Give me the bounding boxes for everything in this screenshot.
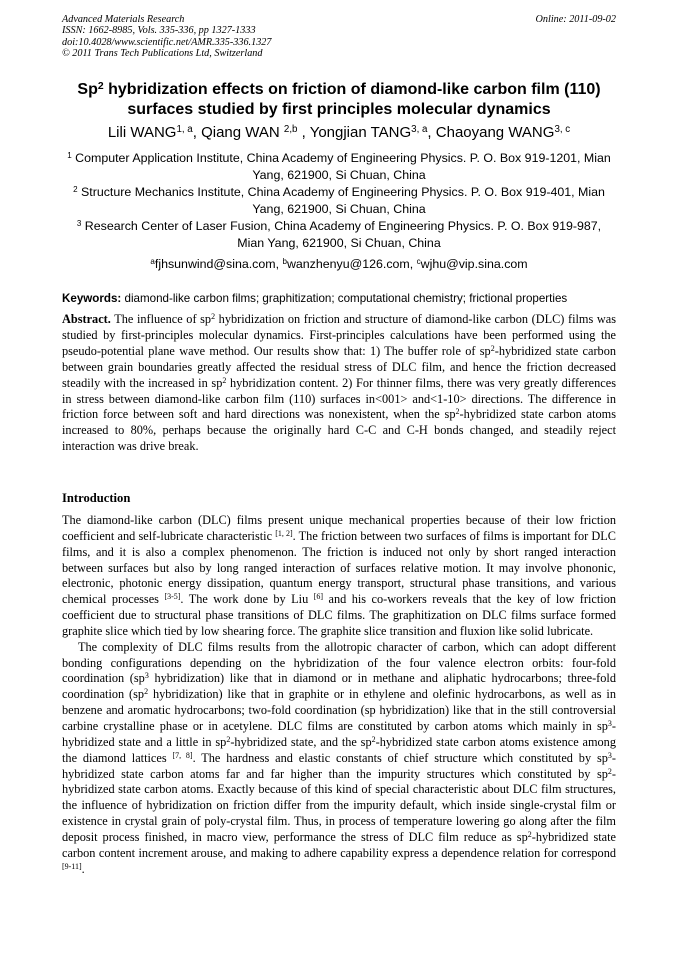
paragraph: The complexity of DLC films results from the allotropic character of carbon, which can adopt different bonding configurations depending on the hybridization of the four valence electron orbits: four-fold coordination ($sp^3$ hybridization) like that in diamond or in methane and aliphatic hydrocarbons; three-fold coordination ($sp^2$ hybridization) like that in graphite or in ethylene and olefinic hydrocarbons, as well as in benzene and aromatic hydrocarbons; two-fold coordination (sp hybridization) like that in the still controversial carbine crystalline phase or in acetylene. DLC films are constituted by carbon atoms which mainly in $sp^3$-hybridized state and a little in $sp^2$-hybridized state, and the $sp^2$-hybridized state carbon atoms existence among the diamond lattices [7, 8]. The hardness and elastic constants of chief structure which constituted by $sp^3$-hybridized state carbon atoms far and far higher than the impurity structures which constituted by $sp^2$-hybridized state carbon atoms. Exactly because of this kind of special characteristic about DLC film structures, the influence of hybridization on friction differ from the impurity default, which inside single-crystal film or existence in crystal grain of poly-crystal film. Thus, in process of temperature lowering go along after the film deposit process finished, in macro view, performance the stress of DLC film reduce as $sp^2$-hybridized state carbon content increment arouse, and making to adhere capability express a dependence relation for correspond [9-11]. <box>62 639 617 876</box>
author-name: Qiang WAN <box>201 124 284 141</box>
abstract: Abstract. The influence of $sp^2$ hybridization on friction and structure of diamond-like carbon (DLC) films was studied by first-principles molecular dynamics. First-principles calculations have been performed using the pseudo-potential plane wave method. Our results show that: 1) The buffer role of $sp^2$-hybridized state carbon between grain boundaries greatly affected the residual stress of DLC film, and hence the friction decreased steadily with the increased in $sp^2$ hybridization content. 2) For thinner films, there was very greatly differences in stress between diamond-like carbon film (110) surfaces in<001> and<1-10> directions. The difference in friction force between soft and hard directions was nonexistent, when the $sp^2$-hybridized state carbon atoms increased to 80%, perhaps because the originally hard C-C and C-H bonds changed, and steadily reject interaction was drive break. <box>62 312 616 454</box>
author-name: Chaoyang WANG <box>435 124 555 141</box>
running-header <box>62 14 616 60</box>
journal-name: Advanced Materials Research <box>62 14 185 25</box>
citation: [6] <box>313 592 324 602</box>
paper-title: Sp$^2$ hybridization effects on friction of diamond-like carbon film (110) surfaces studied by first principles molecular dynamics <box>77 80 601 118</box>
citation: [9-11] <box>62 861 82 871</box>
section-heading-introduction: Introduction <box>62 491 131 505</box>
citation: [7, 8] <box>172 750 193 760</box>
citation: [3-5] <box>164 592 181 602</box>
copyright-line: © 2011 Trans Tech Publications Ltd, Switzerland <box>62 48 263 60</box>
abstract-label: Abstract. <box>62 312 111 326</box>
affiliation-3: $^3$ Research Center of Laser Fusion, China Academy of Engineering Physics. P. O. Box 919-987, Mian Yang, 621900, Si Chuan, China <box>76 218 602 250</box>
issn-line: ISSN: 1662-8985, Vols. 335-336, pp 1327-1333 <box>62 25 256 37</box>
paragraph: The diamond-like carbon (DLC) films present unique mechanical properties because of their low friction coefficient and self-lubricate characteristic [1, 2]. The friction between two surfaces of films is important for DLC films, and it is also a complex phenomenon. The friction is induced not only by short ranged interaction between surfaces but also by long ranged interaction of surfaces relative motion. It may involve phononic, electronic, photonic energy dissipation, quantum energy transport, structural phase transitions, and various chemical processes [3-5]. The work done by Liu [6] and his co-workers reveals that the key of low friction coefficient due to structural phase transitions of DLC films. The graphitization on DLC films surface formed graphite slice which tied by low shearing force. The graphite slice transition and fluxion like solid lubricate. <box>62 513 616 638</box>
introduction-body <box>62 513 616 877</box>
online-date: Online: 2011-09-02 <box>535 14 616 25</box>
author-name: Yongjian TANG <box>309 124 412 141</box>
author-name: Lili WANG <box>107 124 177 141</box>
keywords: Keywords: diamond-like carbon films; graphitization; computational chemistry; frictional properties <box>62 292 568 305</box>
author-emails: $^a$fjhsunwind@sina.com, $^b$wanzhenyu@126.com, $^c$wjhu@vip.sina.com <box>150 256 528 271</box>
doi-line: doi:10.4028/www.scientific.net/AMR.335-336.1327 <box>62 36 272 48</box>
keywords-label: Keywords: <box>62 292 122 305</box>
citation: [1, 2] <box>275 528 293 538</box>
author-list: Lili WANG$^{1, a}$, Qiang WAN $^{2,b}$ , Yongjian TANG$^{3, a}$, Chaoyang WANG$^{3, c}$ <box>107 124 571 141</box>
affiliation-1: $^1$ Computer Application Institute, China Academy of Engineering Physics. P. O. Box 919-1201, Mian Yang, 621900, Si Chuan, China <box>67 150 611 182</box>
affiliation-2: $^2$ Structure Mechanics Institute, China Academy of Engineering Physics. P. O. Box 919-401, Mian Yang, 621900, Si Chuan, China <box>73 184 605 216</box>
